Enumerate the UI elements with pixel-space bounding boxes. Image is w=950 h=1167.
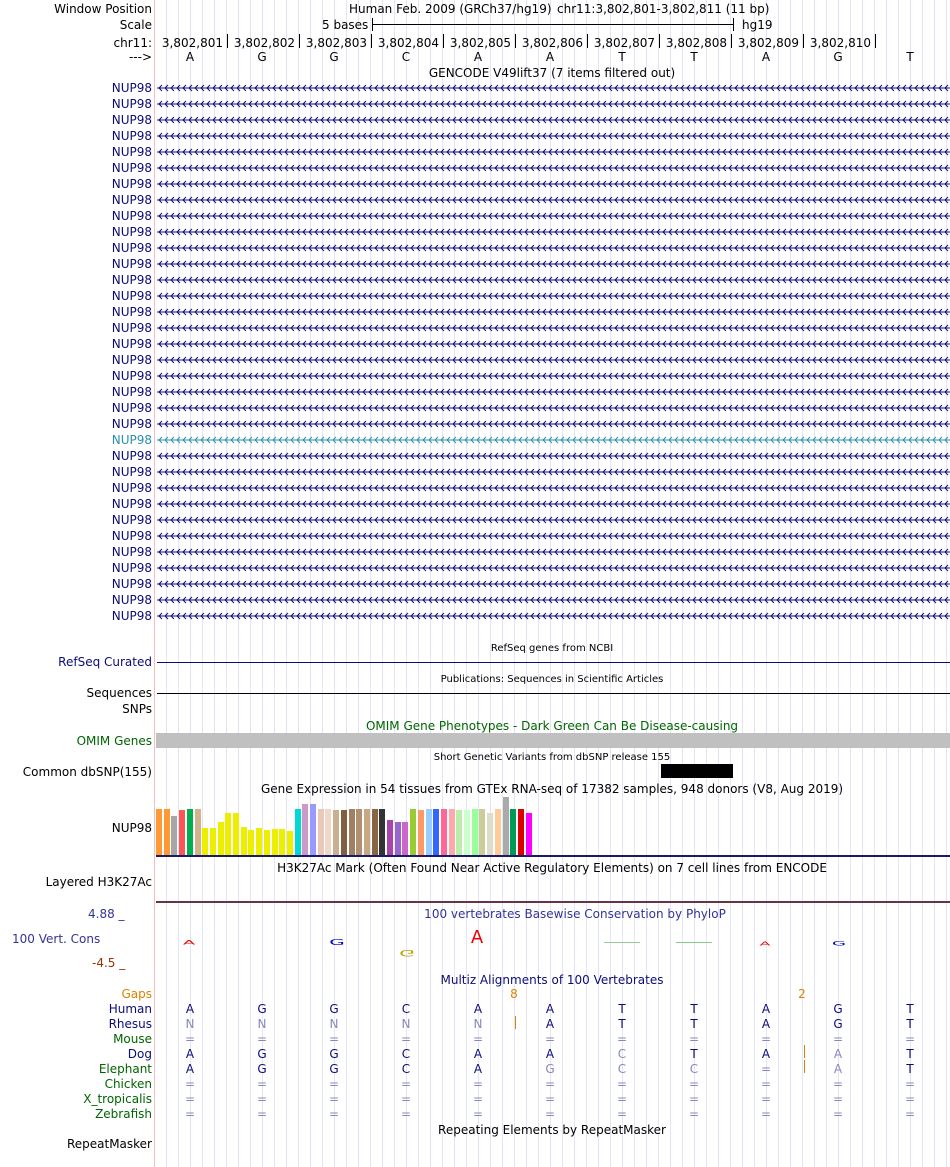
aligned-base: N [185,1017,195,1031]
gencode-transcript-label[interactable]: NUP98 [111,241,152,255]
gtex-tissue-bar[interactable] [248,830,254,855]
aligned-base: = [616,1107,628,1121]
gencode-transcript-label[interactable]: NUP98 [111,513,152,527]
coord-tick [299,34,300,48]
gencode-transcript-line[interactable] [157,227,950,237]
gencode-transcript-label[interactable]: NUP98 [111,225,152,239]
gencode-transcript-line[interactable] [157,499,950,509]
aligned-base: = [688,1077,700,1091]
snps-label[interactable]: SNPs [122,702,152,716]
gencode-transcript-line[interactable] [157,355,950,365]
aligned-base: T [690,1047,698,1061]
gtex-tissue-bar[interactable] [349,809,355,855]
gencode-transcript-line[interactable] [157,131,950,141]
aligned-base: = [184,1107,196,1121]
base-letter: G [833,50,843,64]
gencode-transcript-label[interactable]: NUP98 [111,481,152,495]
gencode-transcript-label[interactable]: NUP98 [111,353,152,367]
species-label[interactable]: Dog [127,1047,152,1061]
aligned-base: T [690,1017,698,1031]
gencode-transcript-line[interactable] [157,371,950,381]
aligned-base: T [906,1047,914,1061]
position-readout: chr11:3,802,801-3,802,811 (11 bp) [557,2,770,16]
gencode-transcript-label[interactable]: NUP98 [111,401,152,415]
aligned-base: T [690,1002,698,1016]
gencode-transcript-line[interactable] [157,451,950,461]
omim-label[interactable]: OMIM Genes [76,734,152,748]
gtex-track-title: Gene Expression in 54 tissues from GTEx RNA-seq of 17382 samples, 948 donors (V8, Aug 2019) [260,782,844,796]
coord-tick [515,34,516,48]
gtex-tissue-bar[interactable] [526,813,532,855]
omim-bar[interactable] [156,733,950,748]
aligned-base: C [401,1047,411,1061]
species-label[interactable]: X_tropicalis [83,1092,152,1106]
gtex-tissue-bar[interactable] [302,804,308,855]
aligned-base: = [256,1107,268,1121]
gtex-tissue-bar[interactable] [503,797,509,855]
aligned-base: = [760,1062,772,1076]
gencode-transcript-label[interactable]: NUP98 [111,497,152,511]
coord-tick-label: 3,802,810 [809,36,871,50]
aligned-base: = [184,1092,196,1106]
aligned-base: = [328,1092,340,1106]
phylop-track-title: 100 vertebrates Basewise Conservation by PhyloP [424,907,726,921]
coord-tick [803,34,804,48]
aligned-base: G [833,1002,843,1016]
gencode-transcript-line[interactable] [157,563,950,573]
publications-track-title: Publications: Sequences in Scientific Articles [440,674,664,685]
coord-tick-label: 3,802,808 [665,36,727,50]
aligned-base: T [906,1017,914,1031]
aligned-base: C [617,1047,627,1061]
aligned-base: C [401,1062,411,1076]
coord-tick-label: 3,802,803 [305,36,367,50]
aligned-base: = [688,1092,700,1106]
gtex-tissue-bar[interactable] [225,813,231,855]
phylop-min: -4.5 _ [92,956,126,970]
gaps-label: Gaps [121,987,152,1001]
base-letter: G [329,50,339,64]
aligned-base: = [400,1032,412,1046]
phylop-letter-g-neg: G [399,947,415,958]
gtex-tissue-bar[interactable] [372,809,378,855]
aligned-base: = [904,1107,916,1121]
gtex-tissue-bar[interactable] [310,804,316,855]
gencode-transcript-label[interactable]: NUP98 [111,529,152,543]
coord-tick [587,34,588,48]
gencode-transcript-line[interactable] [157,179,950,189]
aligned-base: A [545,1017,555,1031]
h3k27ac-label[interactable]: Layered H3K27Ac [45,875,152,889]
aligned-base: A [761,1002,771,1016]
coord-tick [659,34,660,48]
base-letter: G [257,50,267,64]
gtex-tissue-bar[interactable] [164,809,170,855]
gencode-transcript-label[interactable]: NUP98 [111,193,152,207]
gencode-transcript-line[interactable] [157,195,950,205]
aligned-base: = [688,1107,700,1121]
gtex-tissue-bar[interactable] [171,816,177,855]
gencode-transcript-line[interactable] [157,435,950,445]
scale-bar [372,24,733,25]
aligned-base: C [401,1002,411,1016]
aligned-base: = [400,1077,412,1091]
gencode-transcript-line[interactable] [157,147,950,157]
coord-tick-label: 3,802,805 [449,36,511,50]
aligned-base: = [904,1092,916,1106]
gencode-transcript-line[interactable] [157,163,950,173]
aligned-base: A [185,1062,195,1076]
gtex-tissue-bar[interactable] [449,809,455,855]
aligned-base: G [545,1062,555,1076]
gtex-tissue-bar[interactable] [279,829,285,855]
aligned-base: = [256,1092,268,1106]
aligned-base: T [618,1002,626,1016]
species-label[interactable]: Elephant [98,1062,152,1076]
label-divider [154,0,155,1167]
aligned-base: = [688,1032,700,1046]
aligned-base: = [256,1032,268,1046]
gtex-tissue-bar[interactable] [218,822,224,855]
base-letter: A [545,50,555,64]
gtex-tissue-bar[interactable] [318,809,324,855]
gtex-tissue-bar[interactable] [156,809,162,855]
h3k27ac-baseline [156,901,950,903]
gencode-transcript-label[interactable]: NUP98 [111,449,152,463]
aligned-base: = [184,1032,196,1046]
aligned-base: N [473,1017,483,1031]
aligned-base: = [544,1077,556,1091]
gtex-tissue-bar[interactable] [233,813,239,855]
gtex-tissue-bar[interactable] [456,810,462,855]
gencode-transcript-line[interactable] [157,403,950,413]
gtex-tissue-bar[interactable] [387,820,393,855]
aligned-base: = [256,1077,268,1091]
gencode-transcript-label[interactable]: NUP98 [111,385,152,399]
gtex-tissue-bar[interactable] [341,810,347,855]
gencode-transcript-label[interactable]: NUP98 [111,177,152,191]
refseq-track-title: RefSeq genes from NCBI [490,643,614,654]
gencode-transcript-line[interactable] [157,515,950,525]
base-letter: A [473,50,483,64]
dbsnp-track-title: Short Genetic Variants from dbSNP release 155 [433,752,671,763]
aligned-base: C [689,1062,699,1076]
insertion-marker [804,1060,805,1073]
multiz-track-title: Multiz Alignments of 100 Vertebrates [440,973,664,987]
gtex-tissue-bar[interactable] [395,822,401,855]
aligned-base: = [400,1107,412,1121]
base-letter: A [761,50,771,64]
gencode-transcript-line[interactable] [157,291,950,301]
aligned-base: = [760,1032,772,1046]
gtex-tissue-bar[interactable] [510,809,516,855]
aligned-base: N [257,1017,267,1031]
gtex-tissue-bar[interactable] [464,810,470,855]
gencode-transcript-line[interactable] [157,259,950,269]
gtex-tissue-bar[interactable] [256,828,262,855]
coord-tick-label: 3,802,809 [737,36,799,50]
gencode-track-title: GENCODE V49lift37 (7 items filtered out) [428,66,676,80]
coord-tick [731,34,732,48]
phylop-letter-a-small: A [759,940,771,947]
aligned-base: = [472,1107,484,1121]
aligned-base: = [544,1092,556,1106]
aligned-base: N [329,1017,339,1031]
gencode-transcript-line[interactable] [157,419,950,429]
gap-count: 2 [798,987,806,1001]
aligned-base: = [832,1107,844,1121]
gencode-transcript-line[interactable] [157,467,950,477]
gtex-tissue-bar[interactable] [333,810,339,855]
species-label[interactable]: Rhesus [108,1017,152,1031]
aligned-base: = [184,1077,196,1091]
aligned-base: A [473,1062,483,1076]
aligned-base: = [328,1107,340,1121]
gencode-transcript-line[interactable] [157,275,950,285]
gencode-transcript-line[interactable] [157,307,950,317]
gencode-transcript-label[interactable]: NUP98 [111,433,152,447]
coord-tick-label: 3,802,806 [521,36,583,50]
aligned-base: = [544,1107,556,1121]
gtex-tissue-bar[interactable] [402,822,408,855]
aligned-base: = [904,1077,916,1091]
gencode-transcript-label[interactable]: NUP98 [111,545,152,559]
aligned-base: A [761,1047,771,1061]
gtex-tissue-bar[interactable] [295,809,301,855]
phylop-mark-t1 [604,942,640,943]
phylop-letter-g-small: G [832,939,846,948]
coord-tick [443,34,444,48]
gencode-transcript-label[interactable]: NUP98 [111,465,152,479]
aligned-base: G [833,1017,843,1031]
base-letter: T [690,50,698,64]
base-letter: T [906,50,914,64]
publications-line[interactable] [157,693,950,694]
gtex-tissue-bar[interactable] [426,809,432,855]
gencode-transcript-line[interactable] [157,211,950,221]
gencode-transcript-label[interactable]: NUP98 [111,577,152,591]
phylop-label[interactable]: 100 Vert. Cons [12,932,101,946]
aligned-base: = [616,1092,628,1106]
aligned-base: A [545,1002,555,1016]
gencode-transcript-label[interactable]: NUP98 [111,609,152,623]
scale-bar-left-tick [372,18,373,31]
gencode-transcript-line[interactable] [157,339,950,349]
aligned-base: A [185,1002,195,1016]
coord-tick [875,34,876,48]
gencode-transcript-label[interactable]: NUP98 [111,337,152,351]
coord-tick-label: 3,802,802 [233,36,295,50]
gtex-tissue-bar[interactable] [325,809,331,855]
aligned-base: = [328,1032,340,1046]
aligned-base: A [185,1047,195,1061]
insertion-marker [804,1045,805,1058]
aligned-base: G [257,1047,267,1061]
gencode-transcript-label[interactable]: NUP98 [111,321,152,335]
gtex-tissue-bar[interactable] [472,809,478,855]
gtex-tissue-bar[interactable] [195,809,201,855]
gencode-transcript-line[interactable] [157,83,950,93]
gtex-tissue-bar[interactable] [179,810,185,855]
assembly-title: Human Feb. 2009 (GRCh37/hg19) [349,2,552,16]
aligned-base: T [906,1062,914,1076]
aligned-base: G [329,1002,339,1016]
aligned-base: = [400,1092,412,1106]
aligned-base: = [832,1077,844,1091]
gtex-tissue-bar[interactable] [487,813,493,855]
species-label[interactable]: Mouse [113,1032,152,1046]
gtex-tissue-bar[interactable] [479,809,485,855]
gtex-tissue-bar[interactable] [356,809,362,855]
gtex-label[interactable]: NUP98 [111,821,152,835]
gencode-transcript-label[interactable]: NUP98 [111,81,152,95]
gencode-transcript-line[interactable] [157,579,950,589]
repeatmasker-label[interactable]: RepeatMasker [66,1137,152,1151]
scale-label: Scale [119,18,152,32]
base-letter: A [185,50,195,64]
phylop-letter-g: G [329,937,345,948]
aligned-base: G [329,1047,339,1061]
window-position-label: Window Position [54,2,152,16]
gtex-tissue-bar[interactable] [264,830,270,855]
aligned-base: = [544,1032,556,1046]
aligned-base: = [328,1077,340,1091]
base-letter: T [618,50,626,64]
aligned-base: T [618,1017,626,1031]
aligned-base: T [906,1002,914,1016]
coord-tick-label: 3,802,801 [161,36,223,50]
aligned-base: A [545,1047,555,1061]
db-label: hg19 [742,18,773,32]
gencode-transcript-line[interactable] [157,115,950,125]
aligned-base: = [832,1092,844,1106]
gencode-transcript-label[interactable]: NUP98 [111,417,152,431]
phylop-letter-a: A [182,938,196,947]
gencode-transcript-line[interactable] [157,595,950,605]
dbsnp-variant[interactable] [661,764,733,778]
insertion-marker [515,1016,516,1029]
gencode-transcript-line[interactable] [157,243,950,253]
aligned-base: G [257,1062,267,1076]
omim-track-title: OMIM Gene Phenotypes - Dark Green Can Be Disease-causing [365,719,739,733]
aligned-base: G [329,1062,339,1076]
gencode-transcript-label[interactable]: NUP98 [111,257,152,271]
coord-tick [371,34,372,48]
aligned-base: A [833,1062,843,1076]
aligned-base: = [904,1032,916,1046]
gtex-tissue-bar[interactable] [518,809,524,855]
gencode-transcript-line[interactable] [157,611,950,621]
gtex-tissue-bar[interactable] [202,828,208,855]
gencode-transcript-line[interactable] [157,323,950,333]
gencode-transcript-label[interactable]: NUP98 [111,161,152,175]
gencode-transcript-label[interactable]: NUP98 [111,561,152,575]
sequences-label[interactable]: Sequences [86,686,152,700]
base-letter: C [401,50,411,64]
aligned-base: = [472,1032,484,1046]
gtex-baseline [156,855,950,857]
aligned-base: A [761,1017,771,1031]
gencode-transcript-line[interactable] [157,483,950,493]
gencode-transcript-label[interactable]: NUP98 [111,129,152,143]
aligned-base: = [472,1077,484,1091]
refseq-gene-line[interactable] [157,662,950,663]
gencode-transcript-line[interactable] [157,547,950,557]
aligned-base: = [760,1077,772,1091]
species-label[interactable]: Zebrafish [95,1107,152,1121]
gencode-transcript-label[interactable]: NUP98 [111,97,152,111]
phylop-mark-t2 [676,942,712,943]
gtex-tissue-bar[interactable] [410,809,416,855]
gap-count: 8 [510,987,518,1001]
gtex-tissue-bar[interactable] [433,809,439,855]
gencode-transcript-line[interactable] [157,99,950,109]
aligned-base: G [257,1002,267,1016]
aligned-base: A [473,1047,483,1061]
coord-tick [227,34,228,48]
gencode-transcript-label[interactable]: NUP98 [111,113,152,127]
refseq-label[interactable]: RefSeq Curated [58,655,152,669]
gencode-transcript-label[interactable]: NUP98 [111,145,152,159]
aligned-base: = [760,1092,772,1106]
gencode-transcript-label[interactable]: NUP98 [111,593,152,607]
gencode-transcript-label[interactable]: NUP98 [111,305,152,319]
dbsnp-label[interactable]: Common dbSNP(155) [22,765,152,779]
scale-bar-right-tick [733,18,734,31]
gtex-tissue-bar[interactable] [210,828,216,855]
gtex-tissue-bar[interactable] [441,809,447,855]
gtex-tissue-bar[interactable] [418,810,424,855]
aligned-base: = [832,1032,844,1046]
aligned-base: = [760,1107,772,1121]
gencode-transcript-line[interactable] [157,387,950,397]
gtex-tissue-bar[interactable] [187,809,193,855]
aligned-base: N [401,1017,411,1031]
gtex-tissue-bar[interactable] [379,809,385,855]
strand-label: ---> [128,50,152,64]
gtex-tissue-bar[interactable] [364,809,370,855]
aligned-base: = [472,1092,484,1106]
repeatmasker-track-title: Repeating Elements by RepeatMasker [438,1123,666,1137]
species-label[interactable]: Chicken [104,1077,152,1091]
phylop-max: 4.88 _ [88,907,125,921]
phylop-logo[interactable] [156,925,950,965]
gtex-tissue-bar[interactable] [287,831,293,855]
gencode-transcript-label[interactable]: NUP98 [111,369,152,383]
chrom-label: chr11: [113,36,152,50]
h3k27ac-track-title: H3K27Ac Mark (Often Found Near Active Regulatory Elements) on 7 cell lines from ENCODE [277,861,827,875]
phylop-letter-a-tall: A [470,927,484,948]
gtex-tissue-bar[interactable] [241,827,247,855]
gencode-transcript-label[interactable]: NUP98 [111,289,152,303]
gtex-tissue-bar[interactable] [495,809,501,855]
aligned-base: A [833,1047,843,1061]
aligned-base: = [616,1077,628,1091]
aligned-base: A [473,1002,483,1016]
gencode-transcript-label[interactable]: NUP98 [111,209,152,223]
scale-text: 5 bases [322,18,369,32]
aligned-base: C [617,1062,627,1076]
gencode-transcript-line[interactable] [157,531,950,541]
coord-tick-label: 3,802,804 [377,36,439,50]
species-label[interactable]: Human [108,1002,152,1016]
coord-tick-label: 3,802,807 [593,36,655,50]
gencode-transcript-label[interactable]: NUP98 [111,273,152,287]
aligned-base: = [616,1032,628,1046]
gtex-tissue-bar[interactable] [272,829,278,855]
